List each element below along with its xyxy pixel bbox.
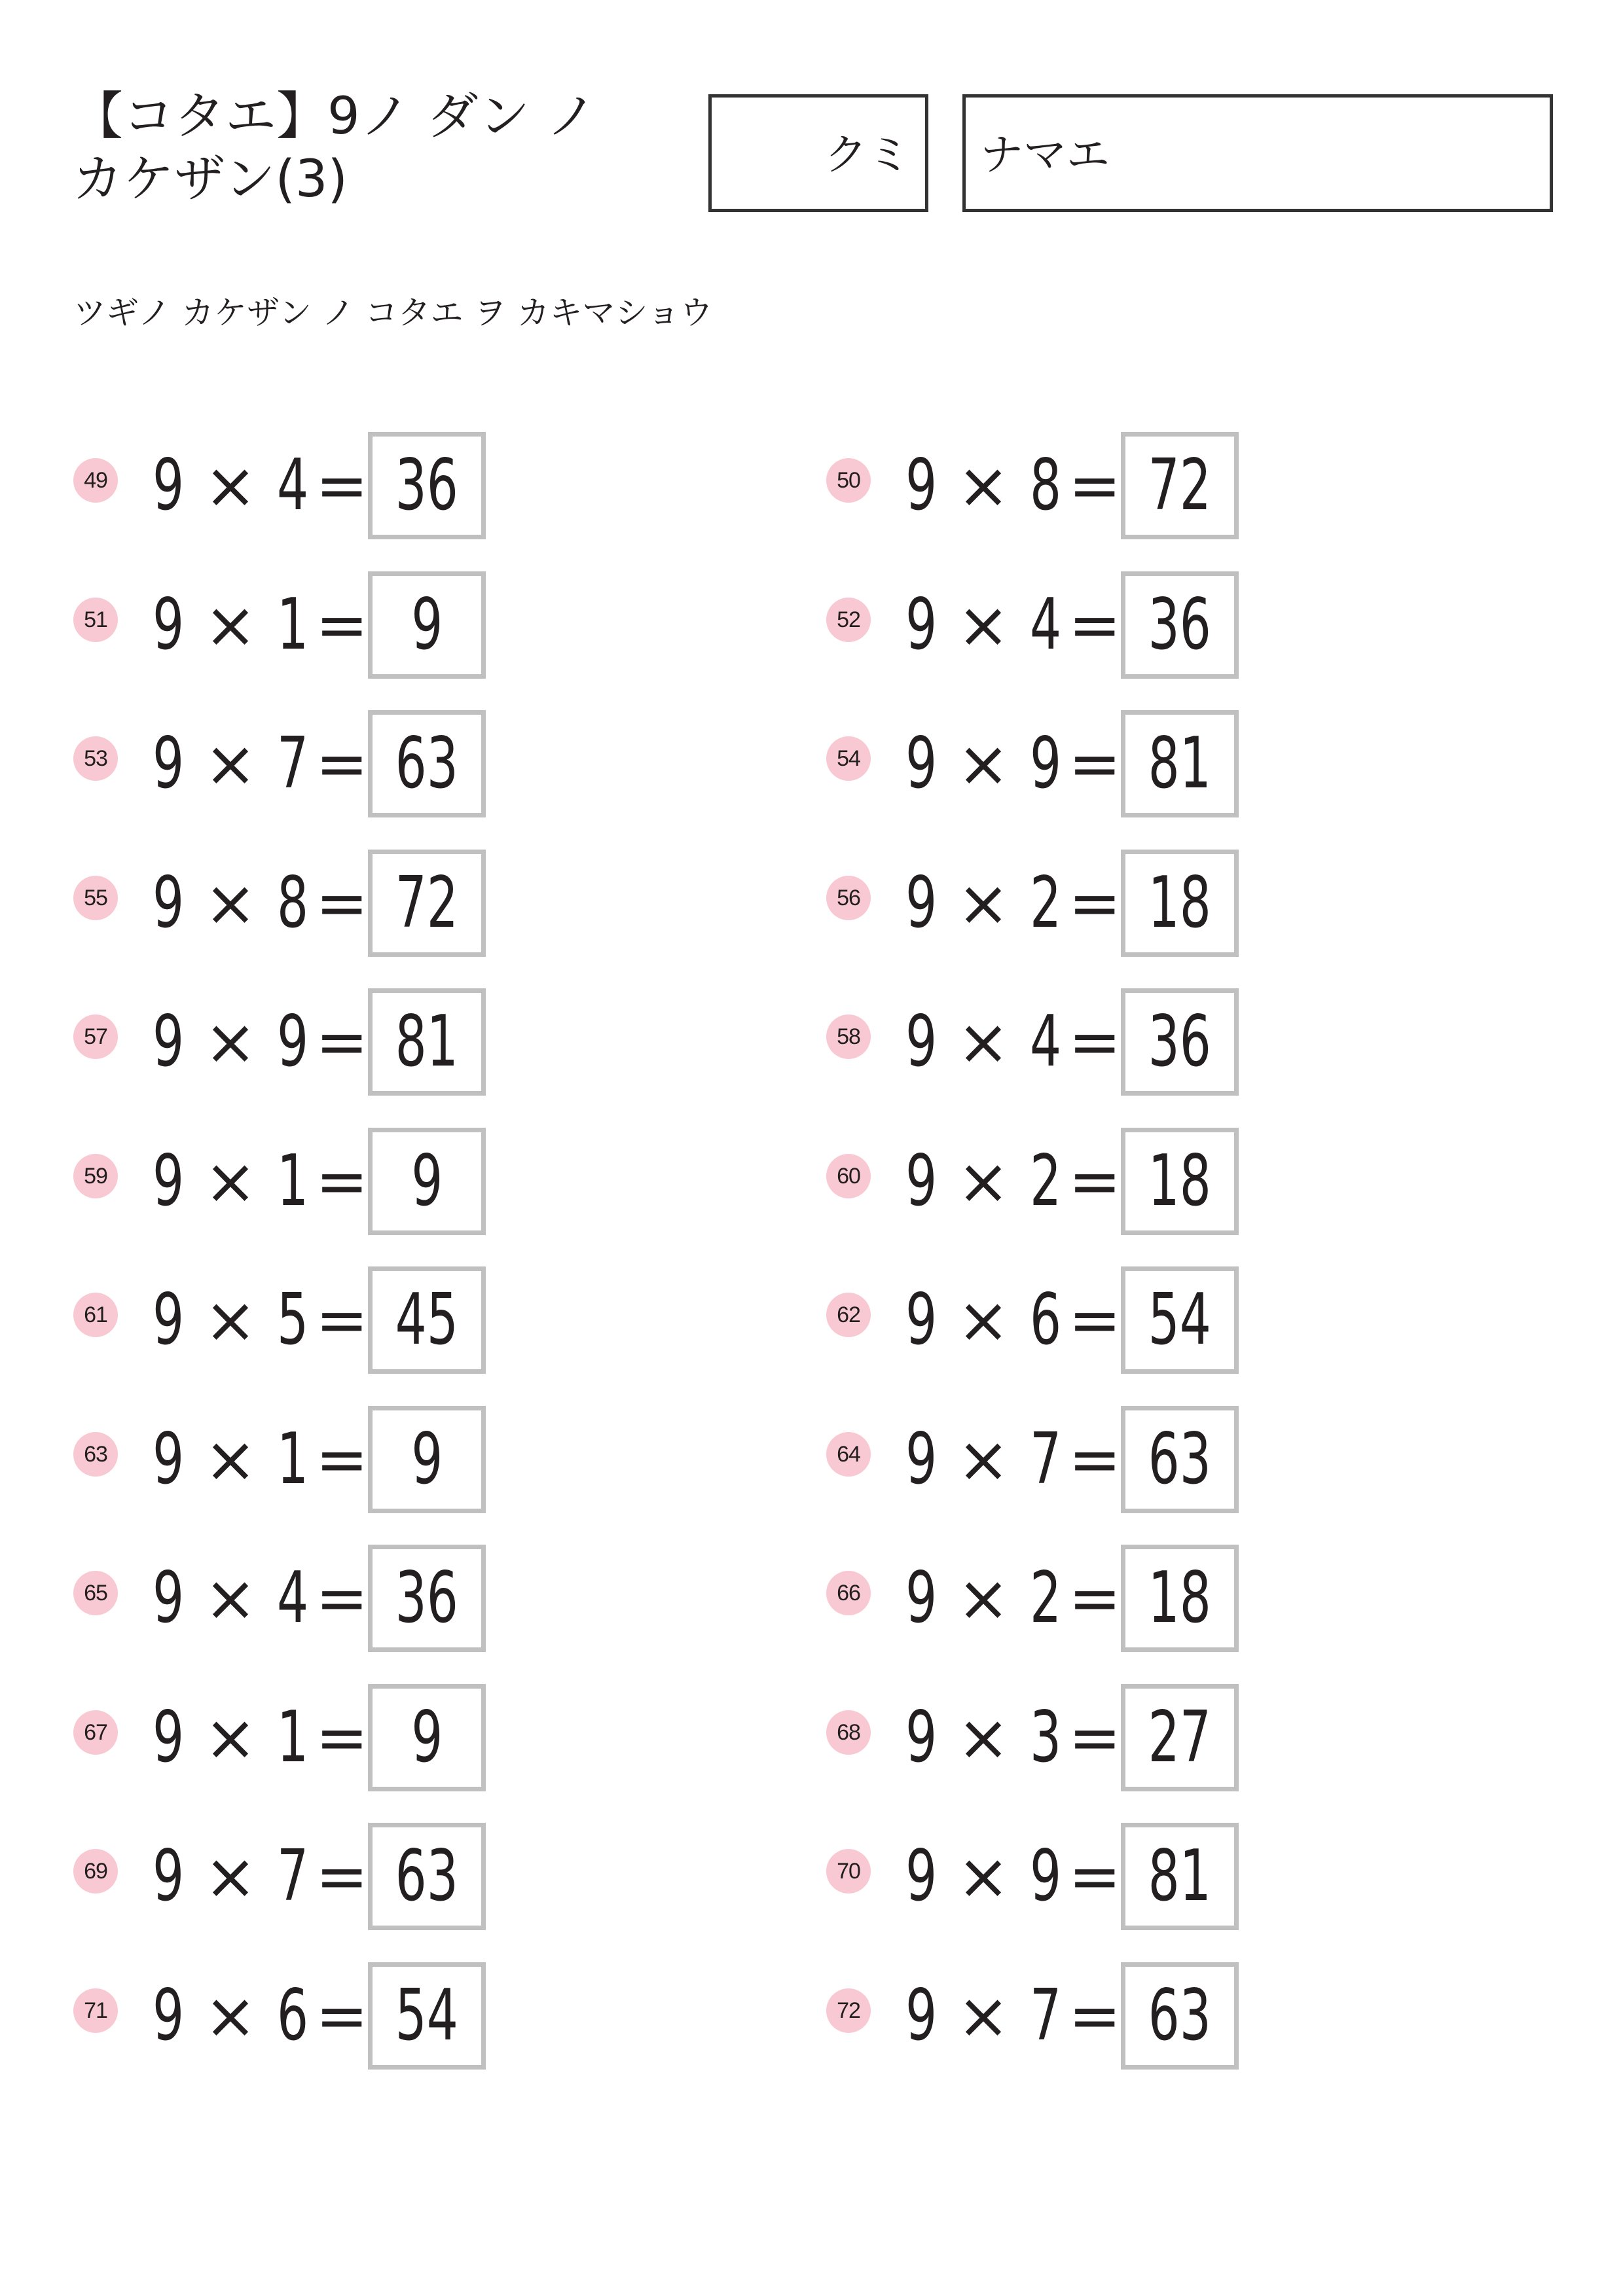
answer-box[interactable] [368, 1128, 486, 1235]
answer-value: 81 [1148, 723, 1212, 804]
equals-sign: = [316, 449, 369, 522]
multiplicand: 9 [152, 1975, 185, 2056]
times-sign: × [204, 1145, 257, 1218]
answer-value: 36 [395, 444, 459, 526]
times-sign: × [957, 449, 1010, 522]
answer-value: 45 [395, 1279, 459, 1361]
answer-value: 63 [395, 1835, 459, 1917]
problem-item [73, 1684, 663, 1791]
multiplicand: 9 [152, 1557, 185, 1639]
multiplier: 7 [1029, 1975, 1062, 2056]
answer-value: 72 [395, 862, 459, 944]
answer-box[interactable] [368, 1962, 486, 2070]
problem-item [826, 988, 1415, 1096]
problem-number-badge: 58 [826, 1014, 871, 1059]
multiplier: 2 [1029, 1557, 1062, 1639]
answer-value: 72 [1148, 444, 1212, 526]
multiplicand: 9 [905, 1279, 938, 1361]
times-sign: × [204, 1005, 257, 1079]
problem-number-badge: 72 [826, 1988, 871, 2033]
problem-item [73, 710, 663, 817]
times-sign: × [204, 1840, 257, 1913]
name-field[interactable] [962, 94, 1553, 212]
answer-box[interactable] [368, 1406, 486, 1513]
answer-value: 9 [410, 1140, 443, 1222]
problem-expression [145, 1406, 369, 1513]
multiplier: 4 [276, 1557, 309, 1639]
times-sign: × [204, 1701, 257, 1774]
multiplicand: 9 [152, 862, 185, 944]
problem-expression [145, 1128, 369, 1235]
multiplicand: 9 [905, 862, 938, 944]
times-sign: × [957, 1701, 1010, 1774]
problem-number-badge: 50 [826, 458, 871, 503]
answer-box[interactable] [1121, 1545, 1239, 1652]
problem-expression [898, 1684, 1122, 1791]
problem-expression [898, 1266, 1122, 1374]
equals-sign: = [1068, 588, 1122, 662]
problem-number-badge: 60 [826, 1154, 871, 1198]
problem-expression [145, 432, 369, 539]
problem-expression [145, 1823, 369, 1930]
worksheet-title: 【コタエ】9ノ ダン ノ カケザン(3) [72, 87, 597, 209]
class-field[interactable] [708, 94, 928, 212]
times-sign: × [204, 1562, 257, 1635]
answer-box[interactable] [368, 432, 486, 539]
problem-expression [898, 571, 1122, 679]
problem-item [826, 571, 1415, 679]
answer-box[interactable] [1121, 571, 1239, 679]
problem-item [73, 850, 663, 957]
equals-sign: = [1068, 1562, 1122, 1635]
multiplier: 4 [276, 444, 309, 526]
multiplier: 9 [1029, 723, 1062, 804]
multiplicand: 9 [905, 1975, 938, 2056]
multiplicand: 9 [152, 1279, 185, 1361]
multiplicand: 9 [152, 1418, 185, 1500]
multiplicand: 9 [152, 1001, 185, 1083]
answer-value: 9 [410, 584, 443, 666]
multiplier: 7 [276, 1835, 309, 1917]
answer-box[interactable] [368, 988, 486, 1096]
times-sign: × [957, 1562, 1010, 1635]
multiplicand: 9 [905, 1418, 938, 1500]
equals-sign: = [1068, 1701, 1122, 1774]
problem-item [826, 1128, 1415, 1235]
multiplier: 1 [276, 1696, 309, 1778]
multiplicand: 9 [905, 1557, 938, 1639]
problem-expression [145, 571, 369, 679]
times-sign: × [204, 867, 257, 940]
multiplicand: 9 [152, 1140, 185, 1222]
answer-box[interactable] [1121, 1684, 1239, 1791]
answer-box[interactable] [368, 1545, 486, 1652]
equals-sign: = [1068, 1145, 1122, 1218]
answer-value: 63 [1148, 1418, 1212, 1500]
problem-number-badge: 54 [826, 736, 871, 781]
class-label: クミ [824, 130, 911, 180]
answer-value: 18 [1148, 1557, 1212, 1639]
problem-item [73, 1128, 663, 1235]
multiplicand: 9 [905, 1835, 938, 1917]
multiplier: 4 [1029, 1001, 1062, 1083]
multiplier: 1 [276, 1418, 309, 1500]
answer-box[interactable] [368, 1823, 486, 1930]
times-sign: × [204, 727, 257, 800]
answer-box[interactable] [1121, 988, 1239, 1096]
equals-sign: = [316, 1701, 369, 1774]
multiplier: 2 [1029, 1140, 1062, 1222]
problem-expression [145, 1266, 369, 1374]
problem-expression [898, 1406, 1122, 1513]
problem-number-badge: 71 [73, 1988, 118, 2033]
answer-box[interactable] [1121, 1962, 1239, 2070]
multiplier: 5 [276, 1279, 309, 1361]
equals-sign: = [1068, 1423, 1122, 1496]
problem-number-badge: 57 [73, 1014, 118, 1059]
problem-item [826, 850, 1415, 957]
problem-number-badge: 62 [826, 1293, 871, 1337]
times-sign: × [957, 727, 1010, 800]
answer-value: 63 [1148, 1975, 1212, 2056]
problem-item [826, 1823, 1415, 1930]
problem-number-badge: 56 [826, 876, 871, 920]
answer-value: 27 [1148, 1696, 1212, 1778]
multiplicand: 9 [152, 1696, 185, 1778]
problem-item [73, 1823, 663, 1930]
times-sign: × [957, 1283, 1010, 1357]
answer-box[interactable] [1121, 850, 1239, 957]
times-sign: × [204, 449, 257, 522]
times-sign: × [957, 1979, 1010, 2053]
multiplier: 7 [276, 723, 309, 804]
problem-expression [898, 1128, 1122, 1235]
multiplier: 9 [276, 1001, 309, 1083]
problem-item [73, 1962, 663, 2070]
problem-expression [898, 988, 1122, 1096]
multiplier: 4 [1029, 584, 1062, 666]
equals-sign: = [316, 1005, 369, 1079]
problem-expression [145, 1962, 369, 2070]
times-sign: × [957, 1145, 1010, 1218]
answer-box[interactable] [368, 1266, 486, 1374]
multiplier: 6 [1029, 1279, 1062, 1361]
equals-sign: = [1068, 867, 1122, 940]
problem-number-badge: 63 [73, 1432, 118, 1477]
problem-number-badge: 66 [826, 1571, 871, 1615]
problem-expression [145, 1545, 369, 1652]
answer-value: 81 [395, 1001, 459, 1083]
instruction-text: ツギノ カケザン ノ コタエ ヲ カキマショウ [73, 294, 713, 332]
problem-number-badge: 69 [73, 1849, 118, 1893]
problem-item [826, 1406, 1415, 1513]
times-sign: × [957, 1840, 1010, 1913]
answer-box[interactable] [368, 850, 486, 957]
equals-sign: = [1068, 727, 1122, 800]
equals-sign: = [1068, 1005, 1122, 1079]
problem-expression [898, 1823, 1122, 1930]
answer-box[interactable] [1121, 710, 1239, 817]
problem-item [73, 1406, 663, 1513]
multiplicand: 9 [905, 1140, 938, 1222]
problem-expression [145, 1684, 369, 1791]
problem-item [73, 571, 663, 679]
multiplicand: 9 [905, 444, 938, 526]
answer-value: 18 [1148, 1140, 1212, 1222]
problem-item [826, 1545, 1415, 1652]
multiplier: 6 [276, 1975, 309, 2056]
answer-box[interactable] [368, 571, 486, 679]
answer-value: 54 [1148, 1279, 1212, 1361]
problem-expression [145, 850, 369, 957]
answer-box[interactable] [1121, 1823, 1239, 1930]
answer-value: 9 [410, 1418, 443, 1500]
problem-number-badge: 70 [826, 1849, 871, 1893]
times-sign: × [957, 867, 1010, 940]
answer-box[interactable] [368, 710, 486, 817]
multiplicand: 9 [152, 584, 185, 666]
multiplicand: 9 [905, 723, 938, 804]
equals-sign: = [1068, 1979, 1122, 2053]
multiplier: 2 [1029, 862, 1062, 944]
problem-item [73, 1266, 663, 1374]
multiplicand: 9 [905, 1696, 938, 1778]
problem-expression [898, 1545, 1122, 1652]
answer-value: 54 [395, 1975, 459, 2056]
multiplicand: 9 [152, 723, 185, 804]
answer-value: 36 [1148, 1001, 1212, 1083]
equals-sign: = [316, 1423, 369, 1496]
multiplicand: 9 [152, 444, 185, 526]
multiplier: 8 [276, 862, 309, 944]
answer-box[interactable] [1121, 1128, 1239, 1235]
problem-number-badge: 55 [73, 876, 118, 920]
problem-number-badge: 67 [73, 1710, 118, 1755]
equals-sign: = [316, 1562, 369, 1635]
problem-item [826, 1684, 1415, 1791]
problem-expression [898, 1962, 1122, 2070]
multiplier: 1 [276, 584, 309, 666]
multiplicand: 9 [905, 1001, 938, 1083]
problem-item [73, 988, 663, 1096]
answer-box[interactable] [368, 1684, 486, 1791]
equals-sign: = [316, 1979, 369, 2053]
problem-number-badge: 52 [826, 598, 871, 642]
problem-expression [898, 850, 1122, 957]
problem-number-badge: 49 [73, 458, 118, 503]
multiplier: 7 [1029, 1418, 1062, 1500]
equals-sign: = [316, 1840, 369, 1913]
problem-number-badge: 64 [826, 1432, 871, 1477]
multiplier: 1 [276, 1140, 309, 1222]
problem-expression [145, 710, 369, 817]
problem-item [826, 710, 1415, 817]
equals-sign: = [1068, 1840, 1122, 1913]
answer-value: 63 [395, 723, 459, 804]
answer-value: 81 [1148, 1835, 1212, 1917]
answer-value: 36 [395, 1557, 459, 1639]
multiplier: 9 [1029, 1835, 1062, 1917]
equals-sign: = [316, 867, 369, 940]
problem-number-badge: 65 [73, 1571, 118, 1615]
problem-item [826, 1962, 1415, 2070]
problem-number-badge: 61 [73, 1293, 118, 1337]
answer-value: 9 [410, 1696, 443, 1778]
problem-number-badge: 68 [826, 1710, 871, 1755]
equals-sign: = [316, 727, 369, 800]
multiplier: 3 [1029, 1696, 1062, 1778]
times-sign: × [204, 1283, 257, 1357]
name-label: ナマエ [980, 130, 1110, 180]
problem-expression [898, 710, 1122, 817]
problem-number-badge: 53 [73, 736, 118, 781]
times-sign: × [957, 588, 1010, 662]
problem-item [826, 432, 1415, 539]
multiplicand: 9 [152, 1835, 185, 1917]
problem-item [826, 1266, 1415, 1374]
answer-box[interactable] [1121, 1266, 1239, 1374]
equals-sign: = [316, 588, 369, 662]
equals-sign: = [1068, 1283, 1122, 1357]
multiplier: 8 [1029, 444, 1062, 526]
answer-value: 18 [1148, 862, 1212, 944]
answer-box[interactable] [1121, 1406, 1239, 1513]
times-sign: × [204, 1423, 257, 1496]
equals-sign: = [316, 1145, 369, 1218]
equals-sign: = [1068, 449, 1122, 522]
problem-expression [898, 432, 1122, 539]
problem-item [73, 1545, 663, 1652]
multiplicand: 9 [905, 584, 938, 666]
equals-sign: = [316, 1283, 369, 1357]
problem-expression [145, 988, 369, 1096]
problem-number-badge: 51 [73, 598, 118, 642]
problem-number-badge: 59 [73, 1154, 118, 1198]
times-sign: × [957, 1423, 1010, 1496]
times-sign: × [204, 588, 257, 662]
answer-value: 36 [1148, 584, 1212, 666]
problem-item [73, 432, 663, 539]
times-sign: × [957, 1005, 1010, 1079]
answer-box[interactable] [1121, 432, 1239, 539]
times-sign: × [204, 1979, 257, 2053]
